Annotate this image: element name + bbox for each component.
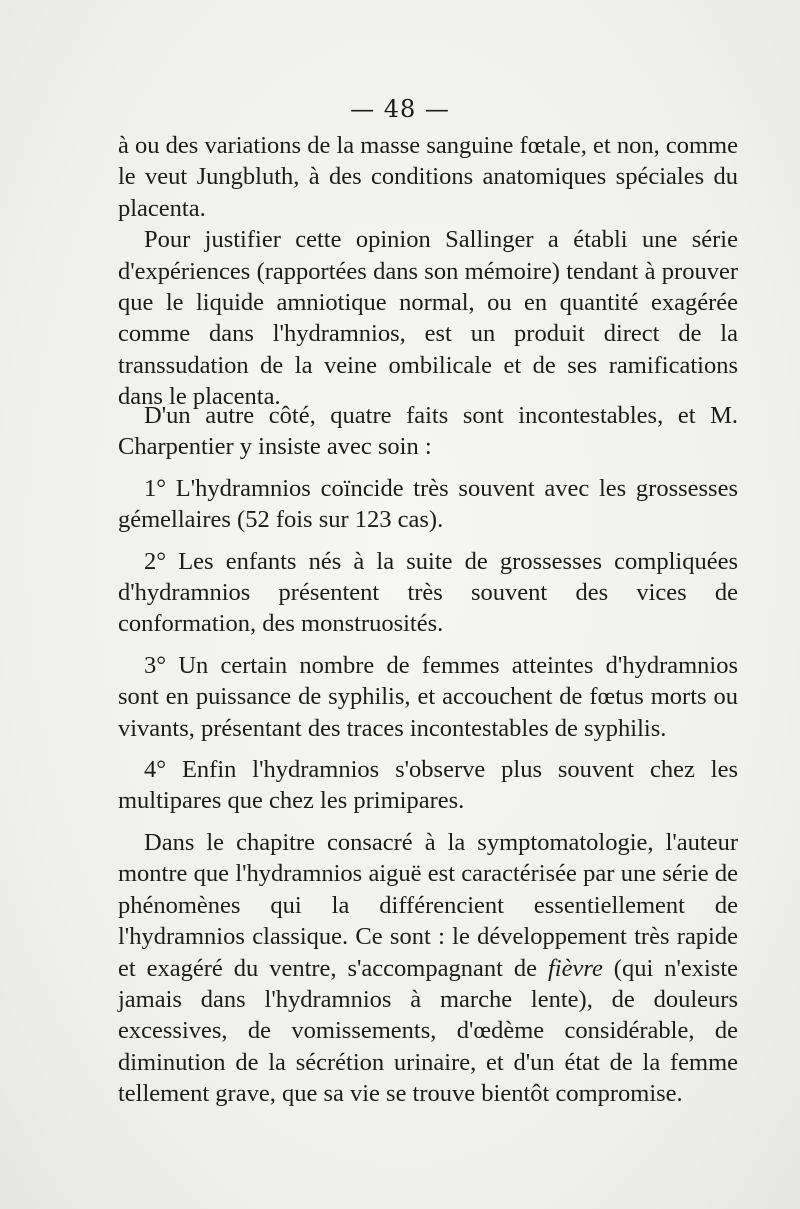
emphasis-fievre: fièvre	[547, 954, 603, 982]
fact-item-3: 3° Un certain nombre de femmes atteintes d'hydramnios sont en puissance de syphilis, et accouchent de fœtus morts ou vivants, présentant des traces incontestables de syphilis.	[118, 651, 738, 742]
paragraph-sallinger: Pour justifier cette opinion Sallinger a établi une série d'expériences (rapportées dans son mémoire) tendant à prouver que le liquide amniotique normal, ou en quantité exagérée comme dans l'hydramnios, est un produit direct de la transsudation de la veine ombilicale et de ses ramifications dans le placenta.	[118, 226, 738, 411]
text-block-symptoms	[118, 827, 738, 1110]
paragraph-facts-intro: D'un autre côté, quatre faits sont incontestables, et M. Charpentier y insiste avec soin :	[118, 402, 738, 461]
paragraph-symptomatology	[118, 827, 738, 1110]
fact-item-4: 4° Enfin l'hydramnios s'observe plus souvent chez les multipares que chez les primipares.	[118, 756, 738, 815]
paragraph-symptomatology-part2: (qui n'existe jamais dans l'hydramnios à marche lente), de douleurs excessives, de vomissements, d'œdème considérable, de diminution de la sécrétion urinaire, et d'un état de la femme tellement grave, que sa vie se trouve bientôt compromise.	[118, 954, 739, 1108]
page-number: — 48 —	[350, 95, 450, 123]
fact-item-2: 2° Les enfants nés à la suite de grossesses compliquées d'hydramnios présentent très souvent des vices de conformation, des monstruosités.	[118, 547, 738, 638]
text-block-top	[118, 130, 738, 413]
paragraph-continuation: à ou des variations de la masse sanguine fœtale, et non, comme le veut Jungbluth, à des conditions anatomiques spéciales du placenta.	[118, 132, 738, 222]
text-block-facts	[118, 400, 738, 817]
paragraph-symptomatology-part1: Dans le chapitre consacré à la symptomatologie, l'auteur montre que l'hydramnios aiguë est caractérisée par une série de phénomènes qui la différencient essentiellement de l'hydramnios classique. Ce sont : le développement très rapide et exagéré du ventre, s'accompagnant de	[118, 829, 738, 982]
fact-item-1: 1° L'hydramnios coïncide très souvent avec les grossesses gémellaires (52 fois sur 123 cas).	[118, 474, 738, 534]
